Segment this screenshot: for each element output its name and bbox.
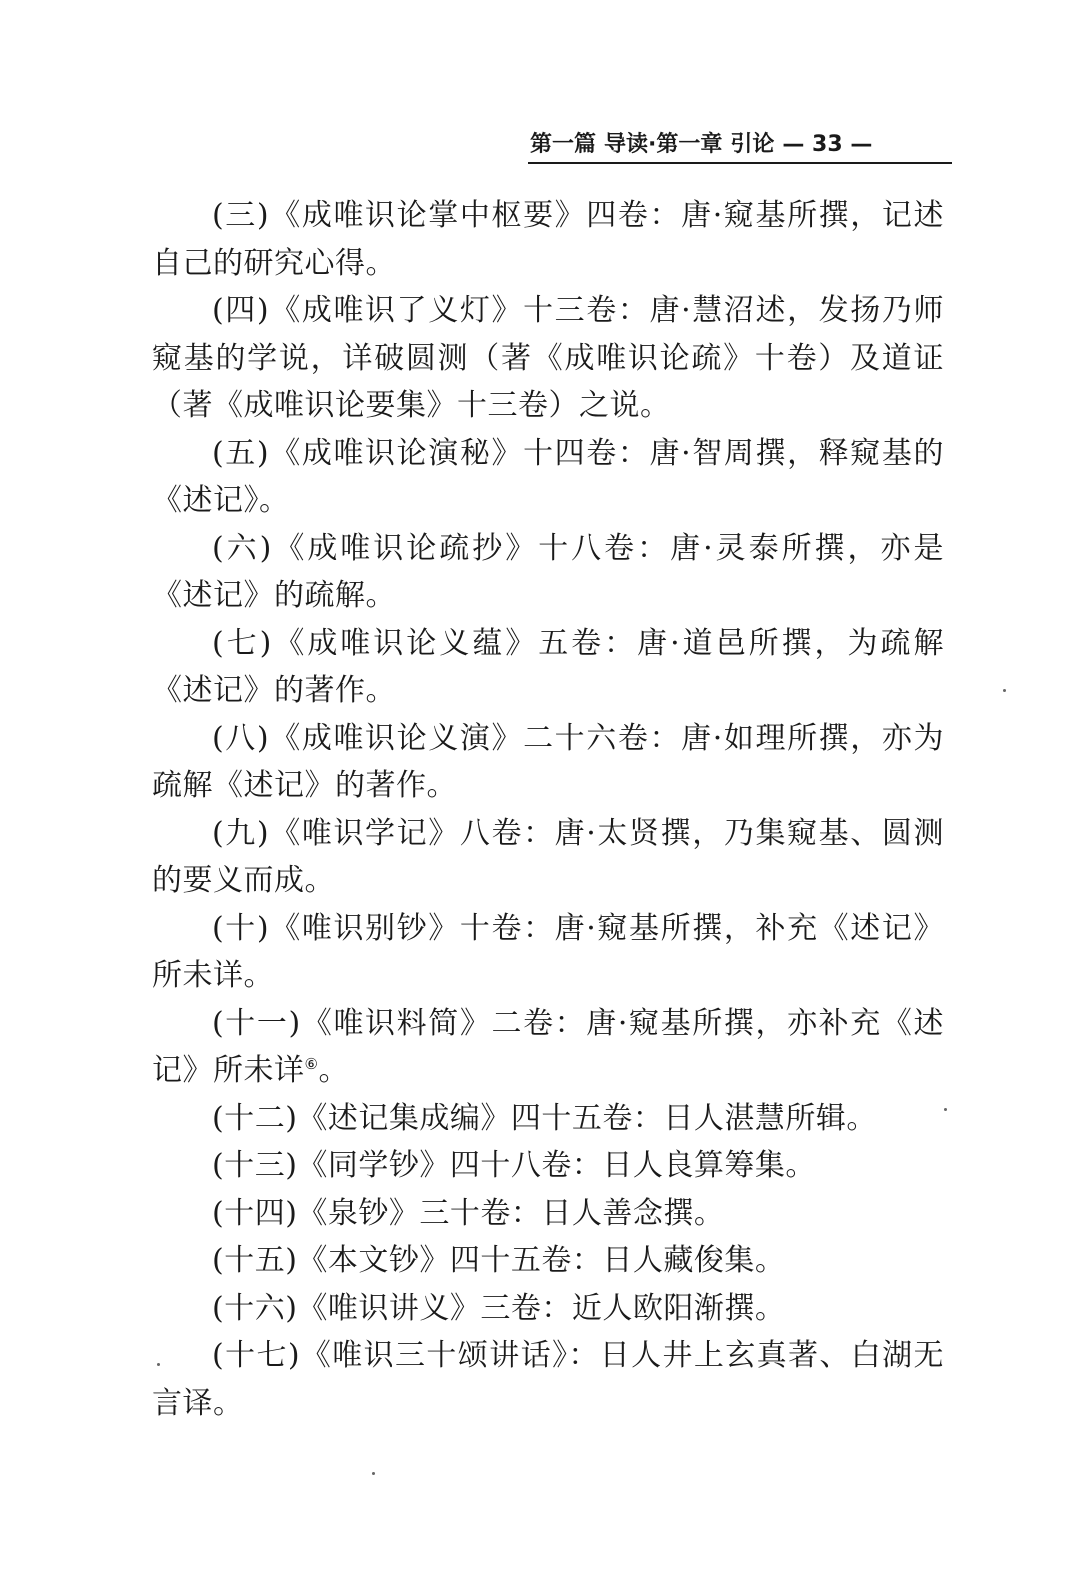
paragraph: (五)《成唯识论演秘》十四卷：唐·智周撰，释窥基的《述记》。	[152, 435, 944, 518]
paragraph: (八)《成唯识论义演》二十六卷：唐·如理所撰，亦为疏解《述记》的著作。	[152, 720, 944, 803]
paragraph: (十)《唯识别钞》十卷：唐·窥基所撰，补充《述记》所未详。	[152, 910, 944, 993]
paragraph: (十二)《述记集成编》四十五卷：日人湛慧所辑。	[212, 1100, 877, 1136]
paragraph-end-punct: 。	[318, 1053, 349, 1088]
scan-speck	[157, 1363, 160, 1366]
paragraph: (十六)《唯识讲义》三卷：近人欧阳渐撰。	[212, 1290, 786, 1326]
running-header	[530, 127, 950, 163]
paragraph: (十七)《唯识三十颂讲话》：日人井上玄真著、白湖无言译。	[152, 1338, 944, 1421]
paragraph: (十四)《泉钞》三十卷：日人善念撰。	[212, 1195, 725, 1231]
body-text	[152, 192, 944, 1427]
header-part: 第一篇	[530, 132, 597, 157]
scan-speck	[944, 1108, 947, 1111]
paragraph: (九)《唯识学记》八卷：唐·太贤撰，乃集窥基、圆测的要义而成。	[152, 815, 944, 898]
footnote-marker: ⑥	[304, 1055, 319, 1073]
scan-speck	[372, 1472, 375, 1475]
scan-speck	[1003, 689, 1006, 692]
header-rule	[528, 162, 952, 164]
paragraph-with-footnote	[152, 1000, 944, 1095]
paragraph: (四)《成唯识了义灯》十三卷：唐·慧沼述，发扬乃师窥基的学说，详破圆测（著《成唯识论疏》十卷）及道证（著《成唯识论要集》十三卷）之说。	[152, 293, 944, 423]
paragraph: (六)《成唯识论疏抄》十八卷：唐·灵泰所撰，亦是《述记》的疏解。	[152, 530, 944, 613]
paragraph-text: (十一)《唯识料简》二卷：唐·窥基所撰，亦补充《述记》所未详	[152, 1005, 944, 1088]
page-number: — 33 —	[782, 132, 873, 157]
paragraph: (三)《成唯识论掌中枢要》四卷：唐·窥基所撰，记述自己的研究心得。	[152, 198, 944, 281]
paragraph: (十三)《同学钞》四十八卷：日人良算筹集。	[212, 1148, 816, 1183]
header-section: 导读·第一章	[604, 132, 723, 157]
header-chapter: 引论	[730, 132, 775, 157]
paragraph: (十五)《本文钞》四十五卷：日人藏俊集。	[212, 1243, 786, 1278]
paragraph: (七)《成唯识论义蕴》五卷：唐·道邑所撰，为疏解《述记》的著作。	[152, 625, 944, 708]
